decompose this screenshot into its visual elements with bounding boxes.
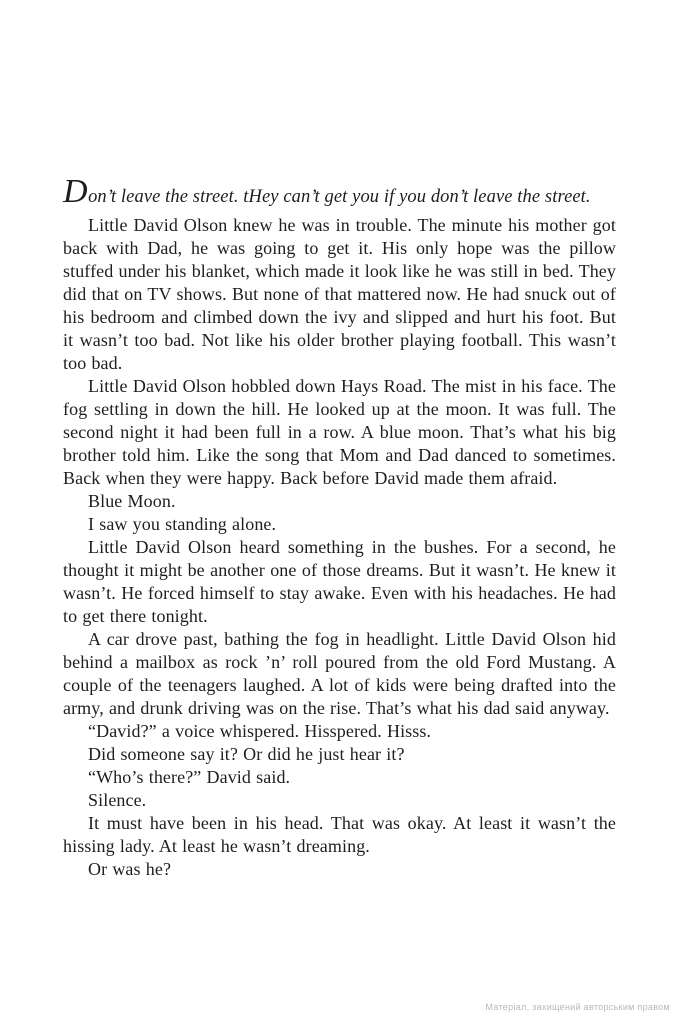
paragraph: Silence.: [88, 790, 147, 810]
paragraph: I saw you standing alone.: [88, 514, 277, 534]
paragraph: “Who’s there?” David said.: [88, 767, 291, 787]
paragraph: Blue Moon.: [88, 491, 176, 511]
paragraph: Little David Olson hobbled down Hays Road. The mist in his face. The fog settling in down the hill. He looked up at the moon. It was full. The second night it had been full in a row. A blue moon. That’s what his big brother told him. Like the song that Mom and Dad danced to sometimes. Back when they were happy. Back before David made them afraid.: [63, 376, 616, 488]
opening-line: [63, 173, 616, 214]
paragraph: Or was he?: [88, 859, 172, 879]
paragraph: Little David Olson knew he was in trouble. The minute his mother got back with Dad, he was going to get it. His only hope was the pillow stuffed under his blanket, which made it look like he was still in bed. They did that on TV shows. But none of that mattered now. He had snuck out of his bedroom and climbed down the ivy and slipped and hurt his foot. But it wasn’t too bad. Not like his older brother playing football. This wasn’t too bad.: [63, 215, 616, 373]
copyright-watermark: Матеріал, захищений авторським правом: [485, 1002, 670, 1012]
paragraph: Did someone say it? Or did he just hear it?: [88, 744, 405, 764]
page-text-block: [63, 173, 616, 881]
paragraph: A car drove past, bathing the fog in headlight. Little David Olson hid behind a mailbox as rock ’n’ roll poured from the old Ford Mustang. A couple of the teenagers laughed. A lot of kids were being drafted into the army, and drunk driving was on the rise. That’s what his dad said anyway.: [63, 629, 616, 718]
initial-dropcap: D: [63, 173, 89, 210]
opening-line-text: on’t leave the street. tHey can’t get you if you don’t leave the street.: [88, 187, 591, 207]
paragraph: It must have been in his head. That was okay. At least it wasn’t the hissing lady. At least he wasn’t dreaming.: [63, 813, 616, 856]
paragraph: “David?” a voice whispered. Hisspered. Hisss.: [88, 721, 432, 741]
paragraph: Little David Olson heard something in the bushes. For a second, he thought it might be another one of those dreams. But it wasn’t. He knew it wasn’t. He forced himself to stay awake. Even with his headaches. He had to get there tonight.: [63, 537, 616, 626]
